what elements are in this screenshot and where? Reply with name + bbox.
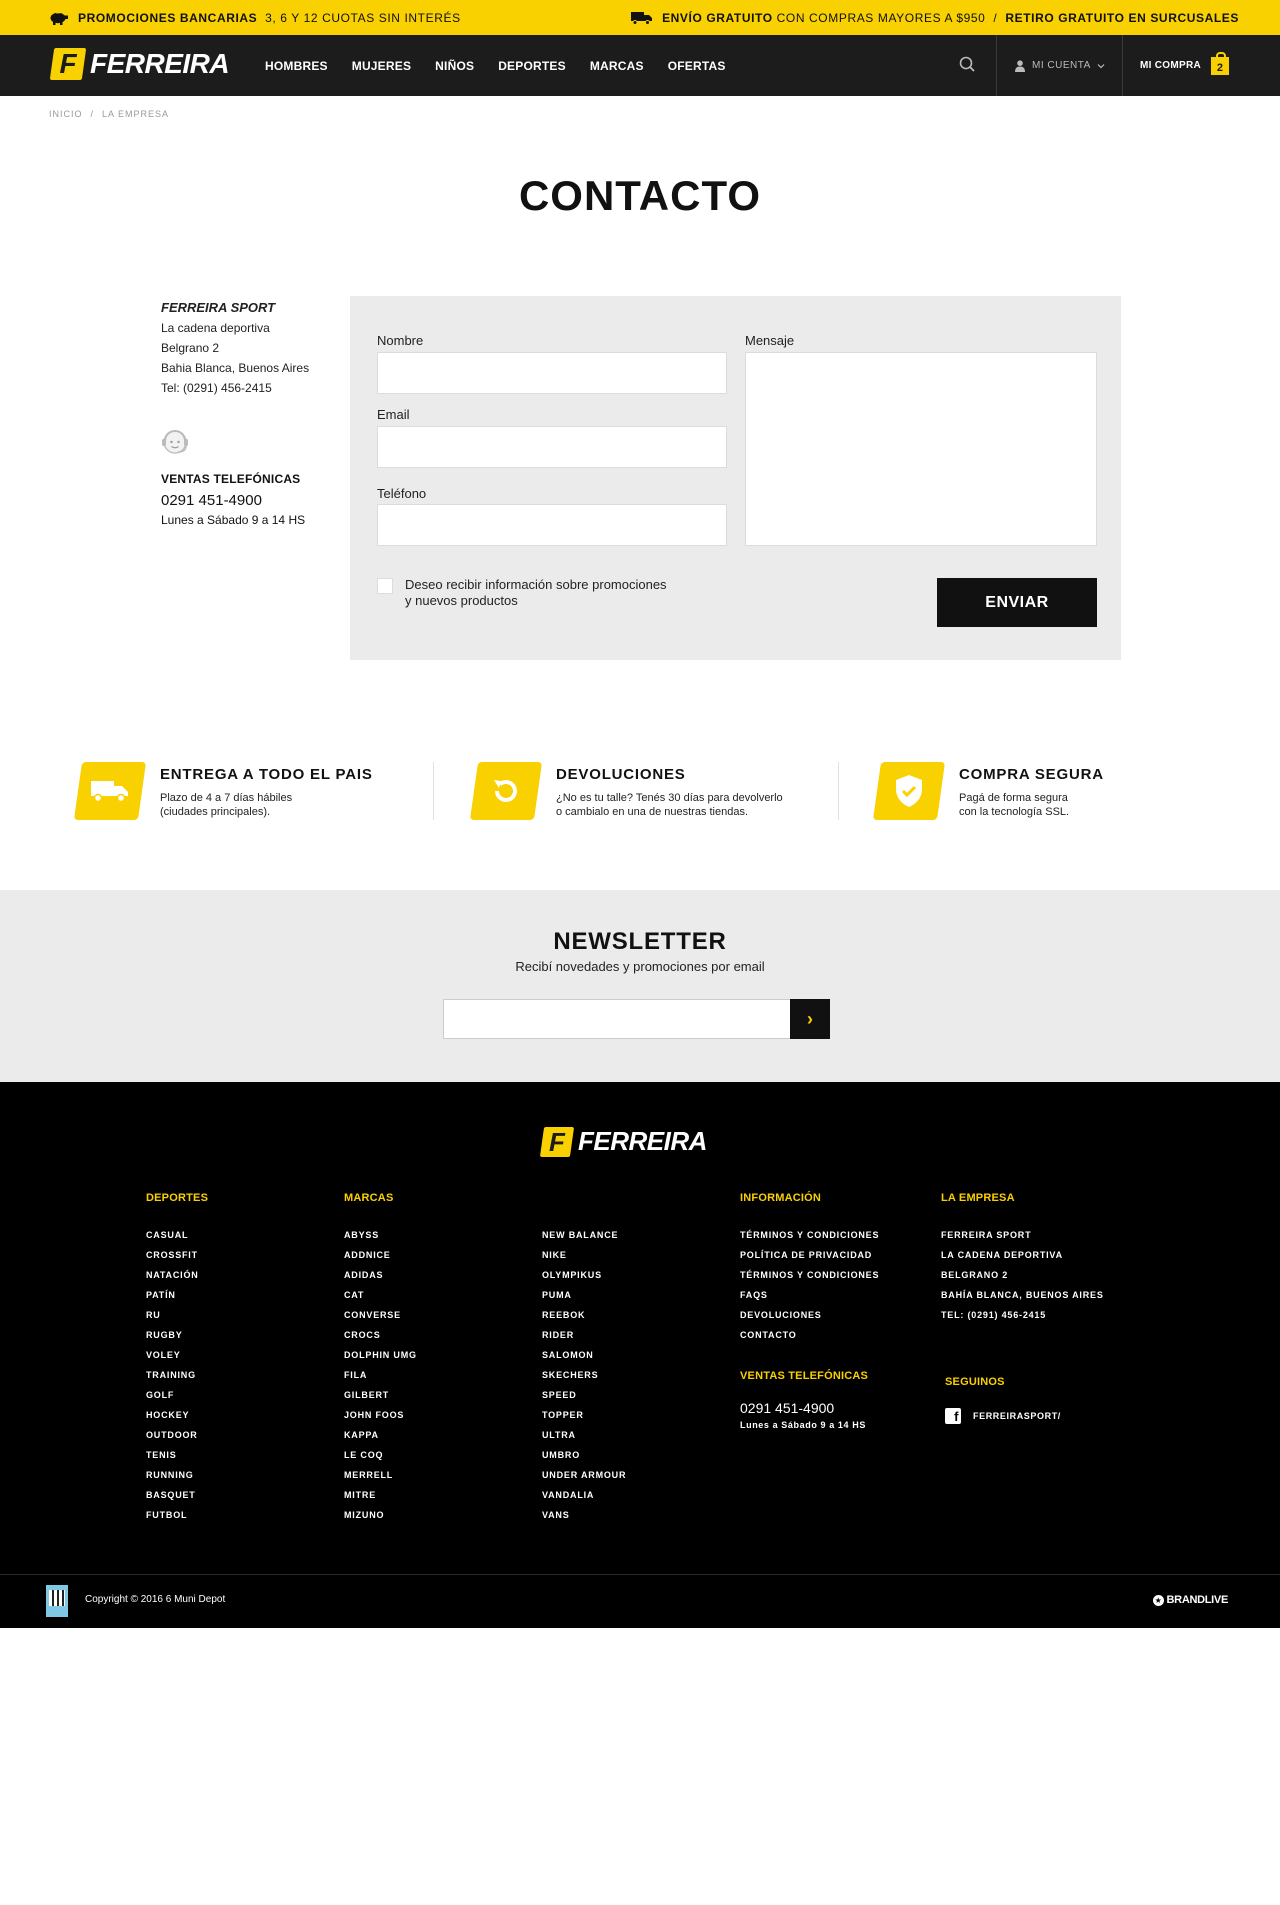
nav-ofertas[interactable]: OFERTAS: [667, 58, 726, 73]
footer-link-marca[interactable]: ADIDAS: [344, 1270, 384, 1280]
promo-pickup: RETIRO GRATUITO EN SURCUSALES: [1005, 10, 1239, 25]
newsletter-checkbox[interactable]: [377, 578, 393, 594]
footer-link-marca[interactable]: SKECHERS: [542, 1370, 599, 1380]
footer-sales-hours: Lunes a Sábado 9 a 14 HS: [740, 1420, 866, 1430]
footer-link-marca[interactable]: CROCS: [344, 1330, 381, 1340]
submit-button[interactable]: ENVIAR: [937, 578, 1097, 627]
search-icon[interactable]: [958, 55, 978, 75]
feature-text-line: ¿No es tu talle? Tenés 30 días para devolverlo: [556, 792, 783, 804]
feature-title: DEVOLUCIONES: [556, 766, 686, 783]
footer-link-info[interactable]: TÉRMINOS Y CONDICIONES: [740, 1270, 880, 1280]
footer-link-marca[interactable]: CONVERSE: [344, 1310, 401, 1320]
promo-bank-bold: PROMOCIONES BANCARIAS: [78, 10, 258, 25]
breadcrumb-separator: /: [90, 109, 95, 119]
footer-link-marca[interactable]: OLYMPIKUS: [542, 1270, 602, 1280]
name-field[interactable]: [377, 352, 727, 394]
nav-marcas[interactable]: MARCAS: [589, 58, 644, 73]
newsletter-checkbox-label: [405, 577, 705, 609]
site-logo[interactable]: [52, 48, 229, 80]
data-fiscal-qr-icon[interactable]: [46, 1585, 68, 1617]
footer-heading: LA EMPRESA: [941, 1192, 1015, 1204]
logo-text: FERREIRA: [578, 1126, 707, 1156]
feature-secure: [877, 762, 1104, 820]
copyright: Copyright © 2016 6 Muni Depot: [85, 1594, 226, 1605]
contact-line: Bahia Blanca, Buenos Aires: [161, 361, 310, 375]
feature-returns: [474, 762, 783, 820]
feature-text-line: Plazo de 4 a 7 días hábiles: [160, 792, 293, 804]
phone-sales-number: 0291 451-4900: [161, 492, 262, 509]
footer-company-line: LA CADENA DEPORTIVA: [941, 1250, 1063, 1260]
feature-text: [959, 791, 1104, 819]
footer-link-marca[interactable]: RIDER: [542, 1330, 575, 1340]
cart-count: 2: [1216, 61, 1224, 74]
agency-logo[interactable]: [1153, 1594, 1228, 1606]
footer-link-deporte[interactable]: PATÍN: [146, 1290, 176, 1300]
breadcrumb-current: LA EMPRESA: [102, 109, 170, 119]
footer-heading: DEPORTES: [146, 1192, 209, 1204]
promo-separator: /: [993, 10, 998, 25]
newsletter-subtitle: Recibí novedades y promociones por email: [515, 959, 765, 974]
footer-company-line: BAHÍA BLANCA, BUENOS AIRES: [941, 1290, 1104, 1300]
footer-link-marca[interactable]: NIKE: [542, 1250, 567, 1260]
newsletter-title: NEWSLETTER: [553, 928, 727, 955]
logo-mark: [540, 1127, 574, 1157]
footer-list: [344, 1225, 417, 1525]
email-label: Email: [377, 407, 410, 422]
phone-sales-hours: Lunes a Sábado 9 a 14 HS: [161, 513, 306, 527]
footer-link-marca[interactable]: ADDNICE: [344, 1250, 391, 1260]
contact-info: [161, 298, 331, 398]
shield-icon: [873, 762, 945, 820]
nav-deportes[interactable]: DEPORTES: [498, 58, 566, 73]
star-icon: ★: [1153, 1595, 1164, 1606]
message-field[interactable]: [745, 352, 1097, 546]
newsletter: [0, 890, 1280, 1082]
footer-link-deporte[interactable]: FUTBOL: [146, 1510, 188, 1520]
footer-link-marca[interactable]: MERRELL: [344, 1470, 394, 1480]
promo-bank-text: 3, 6 Y 12 CUOTAS SIN INTERÉS: [265, 10, 461, 25]
footer-link-marca[interactable]: CAT: [344, 1290, 365, 1300]
footer-social: [945, 1376, 1061, 1424]
checkbox-label-line: Deseo recibir información sobre promociones: [405, 577, 667, 592]
footer-heading: INFORMACIÓN: [740, 1192, 822, 1204]
footer-link-deporte[interactable]: TRAINING: [146, 1370, 196, 1380]
footer-link-marca[interactable]: UNDER ARMOUR: [542, 1470, 627, 1480]
feature-divider: [433, 762, 434, 820]
footer-heading: MARCAS: [344, 1192, 394, 1204]
truck-icon: [74, 762, 146, 820]
footer-company-line: BELGRANO 2: [941, 1270, 1009, 1280]
promo-bank: [49, 0, 461, 35]
footer-link-marca[interactable]: ULTRA: [542, 1430, 576, 1440]
footer-link-deporte[interactable]: CROSSFIT: [146, 1250, 198, 1260]
footer-marcas-2: [542, 1192, 626, 1525]
piggy-bank-icon: [49, 11, 69, 25]
contact-company: FERREIRA SPORT: [161, 300, 276, 315]
footer-list: [146, 1225, 208, 1525]
user-icon: [1015, 60, 1025, 72]
footer-link-info[interactable]: DEVOLUCIONES: [740, 1310, 822, 1320]
footer-link-deporte[interactable]: OUTDOOR: [146, 1430, 198, 1440]
breadcrumb: [49, 109, 169, 119]
phone-sales-heading: VENTAS TELEFÓNICAS: [161, 472, 301, 486]
feature-divider: [838, 762, 839, 820]
feature-title: ENTREGA A TODO EL PAIS: [160, 766, 373, 783]
email-field[interactable]: [377, 426, 727, 468]
site-header: [0, 35, 1280, 96]
footer-list: [542, 1225, 626, 1525]
feature-text-line: o cambialo en una de nuestras tiendas.: [556, 806, 749, 818]
footer-link-deporte[interactable]: HOCKEY: [146, 1410, 190, 1420]
header-divider: [996, 35, 997, 96]
promo-shipping: [631, 0, 1239, 35]
breadcrumb-home[interactable]: INICIO: [49, 109, 83, 119]
footer-heading: VENTAS TELEFÓNICAS: [740, 1370, 869, 1382]
footer-link-info[interactable]: CONTACTO: [740, 1330, 797, 1340]
header-divider: [1122, 35, 1123, 96]
facebook-icon: f: [945, 1408, 961, 1424]
footer-company-line: FERREIRA SPORT: [941, 1230, 1032, 1240]
footer-logo[interactable]: [542, 1126, 707, 1157]
nav-ninos[interactable]: NIÑOS: [435, 58, 475, 73]
newsletter-submit-button[interactable]: ›: [790, 999, 830, 1039]
footer-link-marca[interactable]: JOHN FOOS: [344, 1410, 405, 1420]
footer-link-marca[interactable]: FILA: [344, 1370, 368, 1380]
contact-form: [350, 296, 1121, 660]
promo-bar: [0, 0, 1280, 35]
promo-shipping-text: CON COMPRAS MAYORES A $950: [776, 10, 986, 25]
footer-informacion: [740, 1192, 879, 1430]
footer-link-info[interactable]: POLÍTICA DE PRIVACIDAD: [740, 1250, 873, 1260]
facebook-link[interactable]: [945, 1408, 1061, 1424]
facebook-handle: FERREIRASPORT/: [973, 1411, 1061, 1421]
newsletter-email-input[interactable]: [443, 999, 792, 1039]
logo-letter: F: [59, 48, 77, 79]
footer-link-marca[interactable]: PUMA: [542, 1290, 572, 1300]
footer-link-marca[interactable]: GILBERT: [344, 1390, 390, 1400]
feature-text-line: Pagá de forma segura: [959, 792, 1068, 804]
footer-bottom: [0, 1574, 1280, 1628]
contact-line: Belgrano 2: [161, 341, 220, 355]
logo-mark: [50, 48, 86, 80]
footer-link-marca[interactable]: LE COQ: [344, 1450, 384, 1460]
footer-deportes: [146, 1192, 208, 1525]
footer-link-marca[interactable]: MITRE: [344, 1490, 376, 1500]
footer-link-info[interactable]: FAQS: [740, 1290, 768, 1300]
return-icon: [470, 762, 542, 820]
main-nav: [265, 35, 750, 96]
page-title: CONTACTO: [518, 172, 762, 219]
footer-link-marca[interactable]: KAPPA: [344, 1430, 379, 1440]
logo-letter: F: [549, 1126, 565, 1156]
feature-title: COMPRA SEGURA: [959, 766, 1104, 783]
account-label: MI CUENTA: [1032, 60, 1091, 71]
chevron-down-icon: [1097, 63, 1105, 69]
footer-link-marca[interactable]: REEBOK: [542, 1310, 586, 1320]
name-label: Nombre: [377, 333, 424, 348]
phone-field[interactable]: [377, 504, 727, 546]
footer-link-marca[interactable]: TOPPER: [542, 1410, 584, 1420]
footer-marcas: [344, 1192, 417, 1525]
footer-link-deporte[interactable]: RUNNING: [146, 1470, 194, 1480]
footer-list: [941, 1225, 1104, 1325]
feature-text: [160, 791, 373, 819]
footer-link-marca[interactable]: VANS: [542, 1510, 570, 1520]
shopping-bag-icon: [1211, 57, 1229, 75]
footer-empresa: [941, 1192, 1104, 1325]
cart-button[interactable]: [1140, 35, 1229, 96]
footer: [0, 1082, 1280, 1574]
footer-link-deporte[interactable]: VOLEY: [146, 1350, 181, 1360]
logo-text: FERREIRA: [90, 48, 230, 79]
phone-label: Teléfono: [377, 486, 427, 501]
footer-link-marca[interactable]: SALOMON: [542, 1350, 594, 1360]
feature-delivery: [78, 762, 373, 820]
feature-text-line: (ciudades principales).: [160, 806, 271, 818]
message-label: Mensaje: [745, 333, 795, 348]
feature-text-line: con la tecnología SSL.: [959, 806, 1070, 818]
footer-list: [740, 1225, 879, 1345]
nav-mujeres[interactable]: MUJERES: [351, 58, 412, 73]
footer-link-deporte[interactable]: BASQUET: [146, 1490, 196, 1500]
checkbox-label-line: y nuevos productos: [405, 593, 518, 608]
footer-link-deporte[interactable]: TENIS: [146, 1450, 177, 1460]
footer-heading: SEGUINOS: [945, 1376, 1005, 1388]
promo-shipping-bold: ENVÍO GRATUITO: [662, 10, 773, 25]
footer-link-marca[interactable]: VANDALIA: [542, 1490, 595, 1500]
footer-link-marca[interactable]: NEW BALANCE: [542, 1230, 619, 1240]
contact-line: La cadena deportiva: [161, 321, 270, 335]
footer-link-marca[interactable]: MIZUNO: [344, 1510, 385, 1520]
footer-sales-phone: 0291 451-4900: [740, 1400, 835, 1416]
footer-link-marca[interactable]: SPEED: [542, 1390, 577, 1400]
truck-icon: [631, 11, 653, 25]
account-menu[interactable]: [1015, 35, 1105, 96]
feature-text: [556, 791, 783, 819]
footer-link-marca[interactable]: ABYSS: [344, 1230, 380, 1240]
contact-phone: Tel: (0291) 456-2415: [161, 381, 272, 395]
cart-label: MI COMPRA: [1140, 60, 1202, 71]
footer-company-line: TEL: (0291) 456-2415: [941, 1310, 1047, 1320]
footer-link-marca[interactable]: UMBRO: [542, 1450, 580, 1460]
footer-link-info[interactable]: TÉRMINOS Y CONDICIONES: [740, 1230, 880, 1240]
footer-link-deporte[interactable]: RU: [146, 1310, 161, 1320]
headset-operator-icon: [157, 424, 193, 460]
footer-link-deporte[interactable]: RUGBY: [146, 1330, 183, 1340]
footer-link-deporte[interactable]: GOLF: [146, 1390, 175, 1400]
nav-hombres[interactable]: HOMBRES: [265, 58, 328, 73]
footer-link-deporte[interactable]: CASUAL: [146, 1230, 189, 1240]
phone-sales: [161, 472, 341, 527]
footer-link-deporte[interactable]: NATACIÓN: [146, 1270, 199, 1280]
agency-name: BRANDLIVE: [1166, 1594, 1228, 1606]
footer-link-marca[interactable]: DOLPHIN UMG: [344, 1350, 417, 1360]
